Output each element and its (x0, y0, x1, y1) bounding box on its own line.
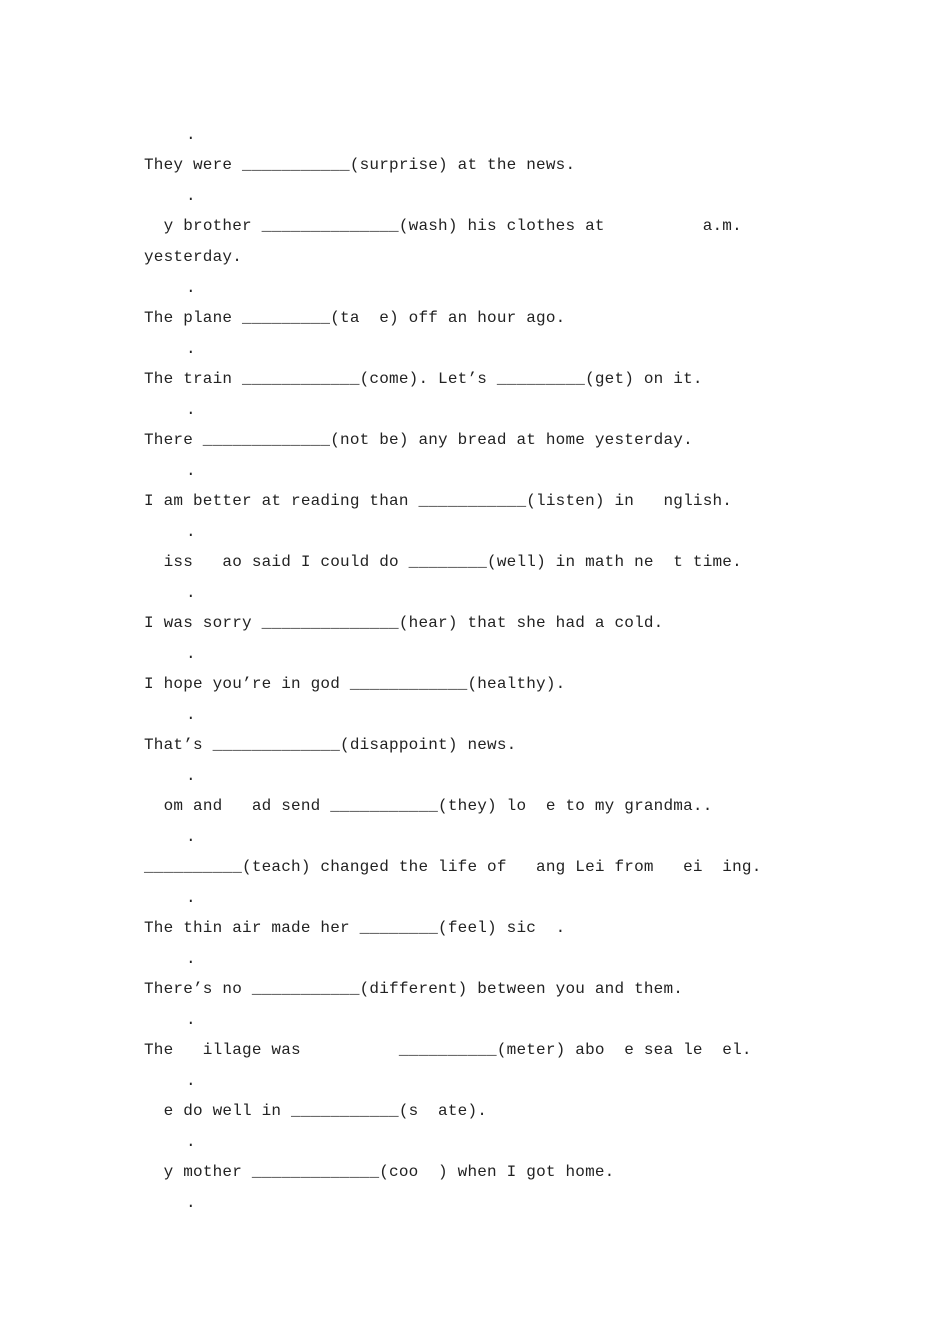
exercise-sentence: I am better at reading than ___________(listen) in nglish. (144, 492, 733, 510)
item-marker: . (186, 1072, 196, 1090)
exercise-item (144, 273, 824, 334)
exercise-sentence: There _____________(not be) any bread at home yesterday. (144, 431, 693, 449)
exercise-list (144, 120, 824, 1218)
exercise-sentence: I was sorry ______________(hear) that she had a cold. (144, 614, 664, 632)
exercise-sentence: The thin air made her ________(feel) sic . (144, 919, 566, 937)
exercise-item (144, 639, 824, 700)
exercise-item (144, 1127, 824, 1188)
item-marker: . (186, 1133, 196, 1151)
item-marker: . (186, 889, 196, 907)
exercise-sentence: The plane _________(ta e) off an hour ago. (144, 309, 566, 327)
exercise-item (144, 883, 824, 944)
exercise-sentence: iss ao said I could do ________(well) in math ne t time. (144, 553, 742, 571)
exercise-sentence: y brother ______________(wash) his clothes at a.m. yesterday. (144, 217, 742, 266)
item-marker: . (186, 767, 196, 785)
trailing-marker: . (186, 1194, 196, 1212)
exercise-sentence: The train ____________(come). Let’s _________(get) on it. (144, 370, 703, 388)
exercise-item (144, 181, 824, 273)
exercise-item (144, 822, 824, 883)
exercise-item (144, 761, 824, 822)
item-marker: . (186, 584, 196, 602)
exercise-item (144, 395, 824, 456)
item-marker: . (186, 401, 196, 419)
exercise-sentence: That’s _____________(disappoint) news. (144, 736, 517, 754)
item-marker: . (186, 950, 196, 968)
exercise-item (144, 456, 824, 517)
exercise-sentence: They were ___________(surprise) at the news. (144, 156, 576, 174)
item-marker: . (186, 828, 196, 846)
item-marker: . (186, 126, 196, 144)
exercise-item (144, 1066, 824, 1127)
exercise-item (144, 1005, 824, 1066)
exercise-item (144, 517, 824, 578)
exercise-sentence: y mother _____________(coo ) when I got home. (144, 1163, 615, 1181)
item-marker: . (186, 523, 196, 541)
item-marker: . (186, 1011, 196, 1029)
exercise-item (144, 578, 824, 639)
exercise-sentence: om and ad send ___________(they) lo e to my grandma.. (144, 797, 713, 815)
item-marker: . (186, 279, 196, 297)
exercise-sentence: __________(teach) changed the life of ang Lei from ei ing. (144, 858, 762, 876)
exercise-item (144, 120, 824, 181)
exercise-item (144, 334, 824, 395)
exercise-item (144, 700, 824, 761)
exercise-sentence: e do well in ___________(s ate). (144, 1102, 488, 1120)
item-marker: . (186, 187, 196, 205)
exercise-sentence: There’s no ___________(different) between you and them. (144, 980, 684, 998)
exercise-sentence: I hope you’re in god ____________(healthy). (144, 675, 566, 693)
exercise-item (144, 944, 824, 1005)
item-marker: . (186, 645, 196, 663)
item-marker: . (186, 462, 196, 480)
item-marker: . (186, 340, 196, 358)
item-marker: . (186, 706, 196, 724)
trailing-item (144, 1188, 824, 1218)
exercise-sentence: The illage was __________(meter) abo e sea le el. (144, 1041, 752, 1059)
